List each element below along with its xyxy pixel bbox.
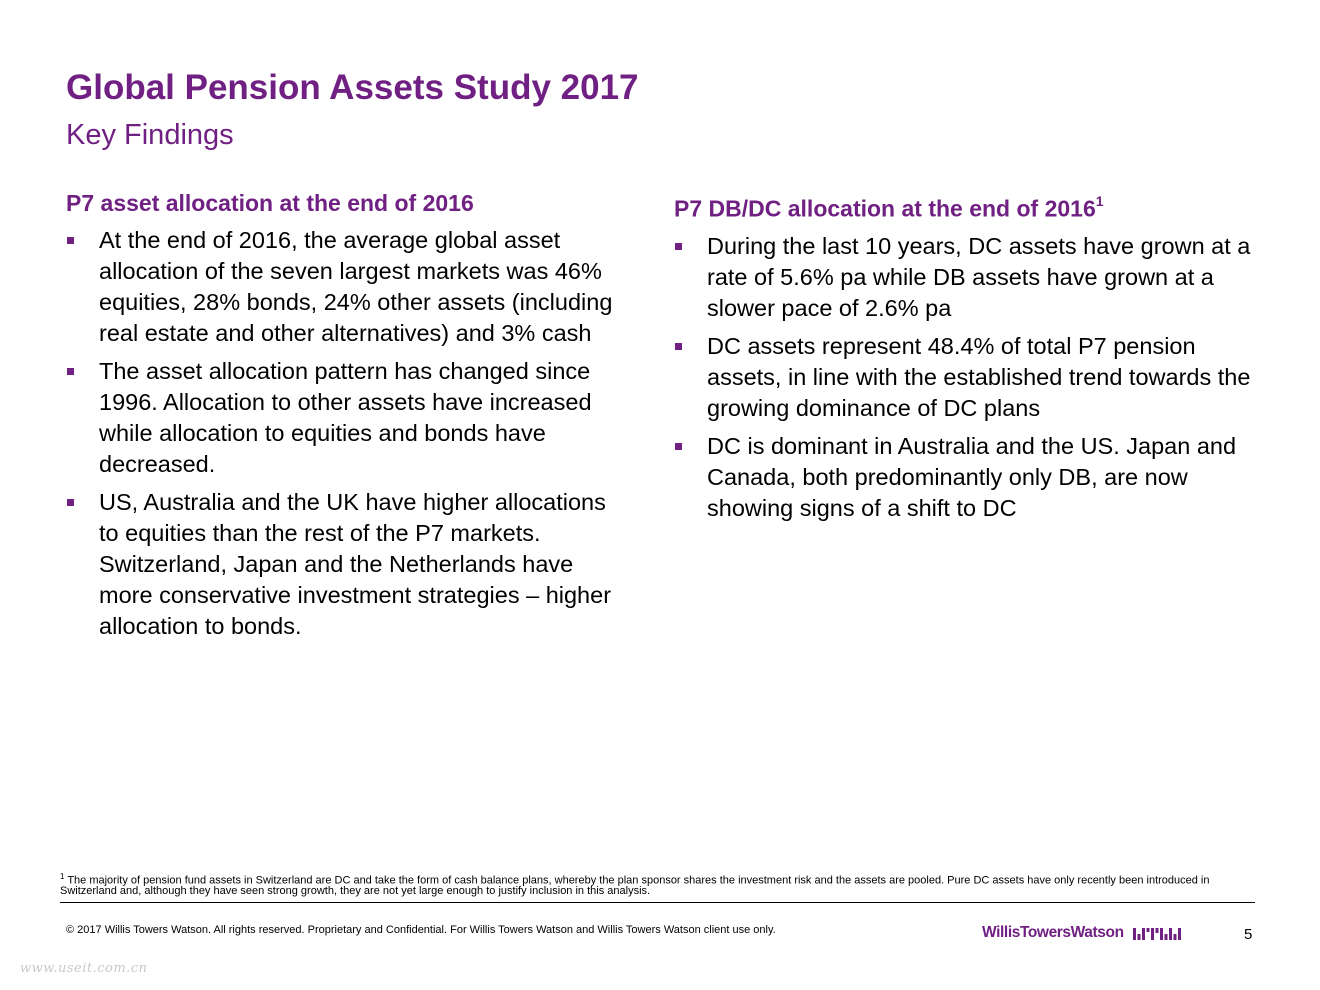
bullet-item: [66, 225, 626, 349]
copyright-notice: © 2017 Willis Towers Watson. All rights reserved. Proprietary and Confidential. For Willis Towers Watson and Willis Towers Watson client use only.: [66, 924, 776, 936]
footer-divider: [60, 902, 1255, 903]
left-column: [66, 187, 626, 649]
page-number: 5: [1244, 926, 1253, 943]
right-column-heading: [674, 187, 1264, 225]
bullet-item: [66, 487, 626, 642]
company-logo: [982, 924, 1189, 942]
bullet-text: US, Australia and the UK have higher allocations to equities than the rest of the P7 markets. Switzerland, Japan and the Netherlands have more conservative investment strategies – higher allocation to bonds.: [99, 489, 612, 639]
left-column-heading: P7 asset allocation at the end of 2016: [66, 190, 474, 216]
slide-subtitle: Key Findings: [66, 119, 234, 151]
square-bullet-icon: [67, 368, 74, 375]
footnote-marker: 1: [60, 872, 65, 881]
bullet-text: DC assets represent 48.4% of total P7 pension assets, in line with the established trend towards the growing dominance of DC plans: [707, 332, 1251, 421]
footnote-reference: 1: [1095, 193, 1104, 209]
bullet-text: The asset allocation pattern has changed since 1996. Allocation to other assets have increased while allocation to equities and bonds have decreased.: [99, 358, 592, 477]
square-bullet-icon: [675, 443, 682, 450]
bullet-text: DC is dominant in Australia and the US. Japan and Canada, both predominantly only DB, are now showing signs of a shift to DC: [707, 432, 1237, 521]
bullet-item: [674, 331, 1264, 424]
square-bullet-icon: [675, 243, 682, 250]
bullet-text: During the last 10 years, DC assets have grown at a rate of 5.6% pa while DB assets have grown at a slower pace of 2.6% pa: [707, 232, 1251, 321]
logo-mark-icon: [1133, 926, 1189, 940]
footnote-text: The majority of pension fund assets in Switzerland are DC and take the form of cash balance plans, whereby the plan sponsor shares the investment risk and the assets are pooled. Pure DC assets have only recently been introduced in Switzerland and, although they have seen strong growth, they are not yet large enough to justify inclusion in this analysis.: [60, 874, 1210, 897]
bullet-item: [674, 231, 1264, 324]
right-column-heading-text: P7 DB/DC allocation at the end of 2016: [674, 195, 1096, 222]
bullet-item: [66, 356, 626, 480]
right-column: [674, 187, 1264, 531]
bullet-item: [674, 431, 1264, 524]
bullet-text: At the end of 2016, the average global asset allocation of the seven largest markets was 46% equities, 28% bonds, 24% other assets (including real estate and other alternatives) and 3% cash: [99, 227, 613, 346]
square-bullet-icon: [67, 499, 74, 506]
left-bullet-list: [66, 225, 626, 642]
slide-title: Global Pension Assets Study 2017: [66, 68, 639, 107]
square-bullet-icon: [67, 237, 74, 244]
square-bullet-icon: [675, 343, 682, 350]
watermark: www.useit.com.cn: [20, 961, 148, 976]
right-bullet-list: [674, 231, 1264, 524]
footnote: [60, 872, 1255, 896]
logo-wordmark: WillisTowersWatson: [982, 924, 1124, 941]
